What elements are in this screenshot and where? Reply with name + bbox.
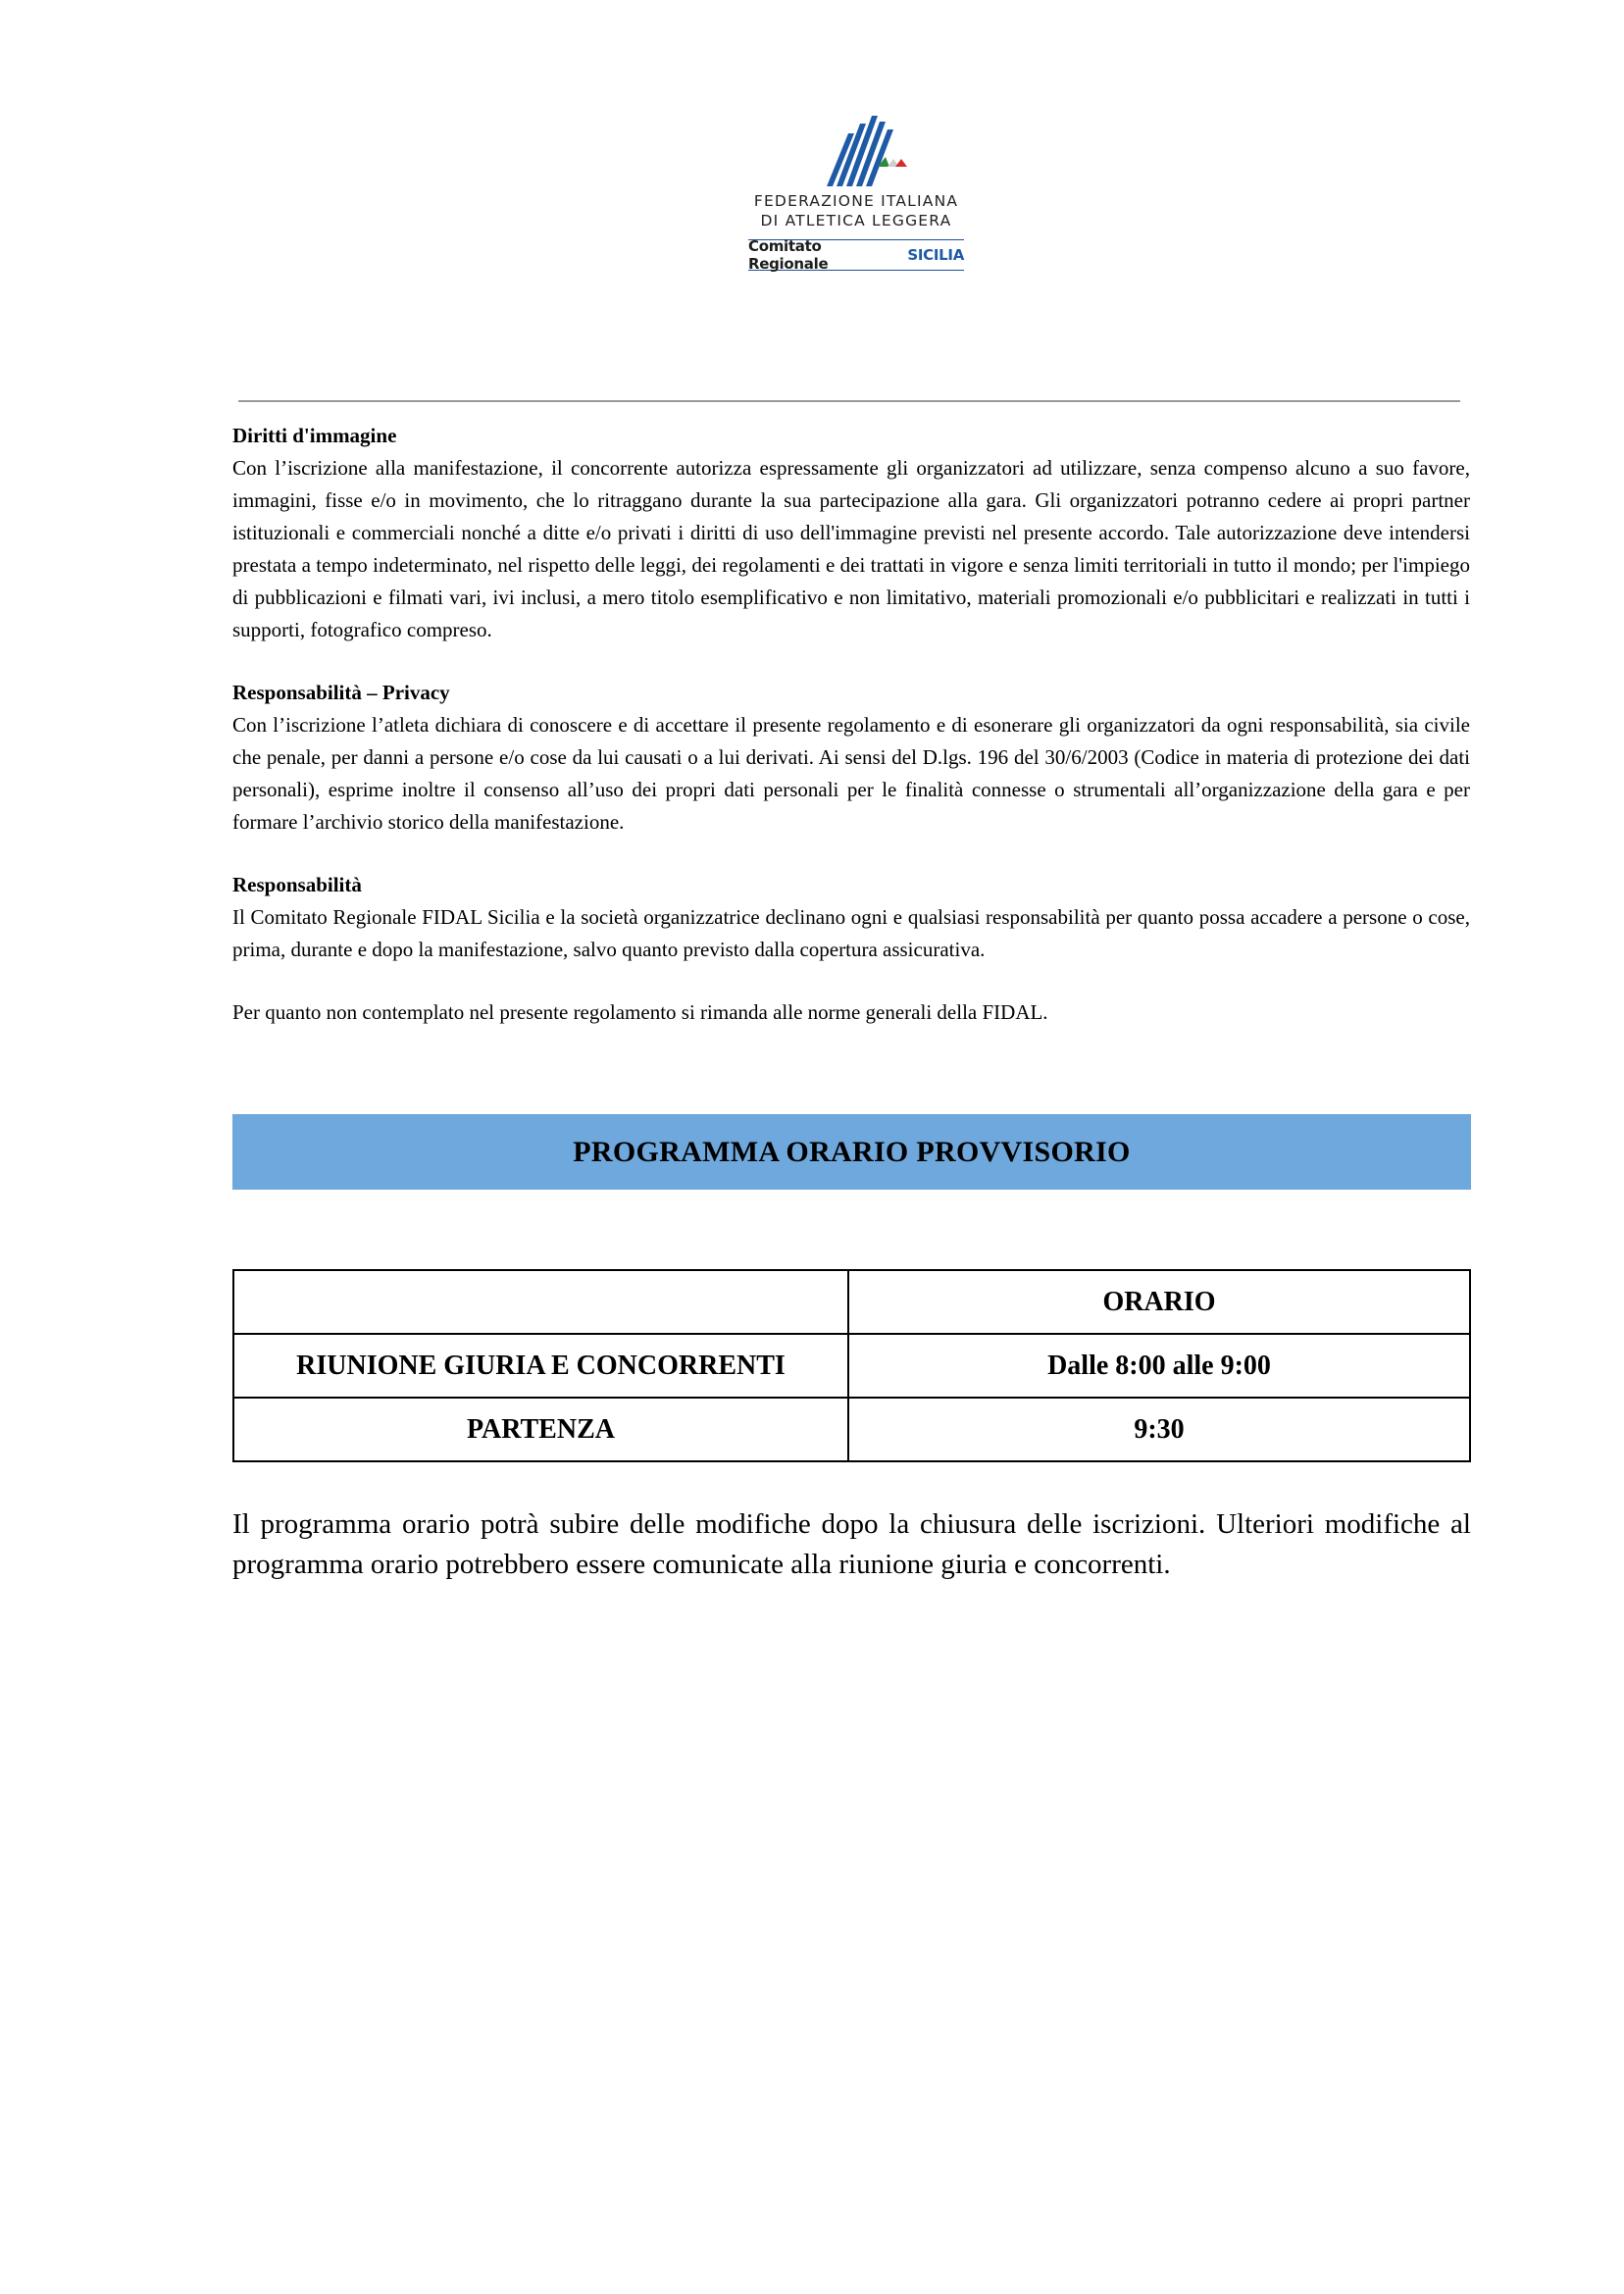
section-text: Con l’iscrizione alla manifestazione, il concorrente autorizza espressamente gli organizzatori ad utilizzare, senza compenso alcuno a suo favore, immagini, fisse e/o in movimento, che lo ritraggano durante la sua partecipazione alla gara. Gli organizzatori potranno cedere ai propri partner istituzionali e commerciali nonché a ditte e/o privati i diritti di uso dell'immagine previsti nel presente accordo. Tale autorizzazione deve intendersi prestata a tempo indeterminato, nel rispetto delle leggi, dei regolamenti e dei trattati in vigore e senza limiti territoriali in tutto il mondo; per l'impiego di pubblicazioni e filmati vari, ivi inclusi, a mero titolo esemplificativo e non limitativo, materiali promozionali e/o pubblicitari e realizzati in tutti i supporti, fotografico compreso.: [232, 456, 1470, 641]
schedule-table: [232, 1269, 1471, 1462]
section-image-rights: [232, 420, 1470, 646]
table-row: [233, 1334, 1470, 1398]
table-cell-time: 9:30: [848, 1398, 1470, 1461]
section-liability: [232, 869, 1470, 966]
section-text: Con l’iscrizione l’atleta dichiara di conoscere e di accettare il presente regolamento e di esonerare gli organizzatori da ogni responsabilità, sia civile che penale, per danni a persone e/o cose da lui causati o a lui derivati. Ai sensi del D.lgs. 196 del 30/6/2003 (Codice in materia di protezione dei dati personali), esprime inoltre il consenso all’uso dei propri dati personali per le finalità connesse o strumentali all’organizzazione della gara e per formare l’archivio storico della manifestazione.: [232, 713, 1470, 834]
section-heading: Diritti d'immagine: [232, 424, 397, 447]
section-heading: Responsabilità: [232, 873, 362, 896]
closing-line: Per quanto non contemplato nel presente regolamento si rimanda alle norme generali della FIDAL.: [232, 1000, 1048, 1024]
section-privacy: [232, 677, 1470, 839]
table-cell-event: PARTENZA: [233, 1398, 848, 1461]
schedule-note: Il programma orario potrà subire delle modifiche dopo la chiusura delle iscrizioni. Ulteriori modifiche al programma orario potrebbero essere comunicate alla riunione giuria e concorrenti.: [232, 1508, 1471, 1580]
logo-subtitle-committee: Comitato Regionale: [748, 237, 829, 273]
fidal-emblem-icon: [809, 110, 907, 188]
schedule-banner: [232, 1114, 1471, 1190]
table-header-cell: [233, 1270, 848, 1334]
section-closing: [232, 996, 1470, 1029]
table-header-cell: ORARIO: [848, 1270, 1470, 1334]
table-cell-time: Dalle 8:00 alle 9:00: [848, 1334, 1470, 1398]
table-header-row: [233, 1270, 1470, 1334]
logo-line-2: DI ATLETICA LEGGERA: [760, 212, 952, 229]
header-divider: [238, 400, 1460, 402]
logo-line-1: FEDERAZIONE ITALIANA: [753, 192, 959, 210]
section-text: Il Comitato Regionale FIDAL Sicilia e la società organizzatrice declinano ogni e qualsiasi responsabilità per quanto possa accadere a persone o cose, prima, durante e dopo la manifestazione, salvo quanto previsto dalla copertura assicurativa.: [232, 905, 1470, 961]
schedule-banner-title: PROGRAMMA ORARIO PROVVISORIO: [573, 1135, 1131, 1168]
table-row: [233, 1398, 1470, 1461]
table-cell-event: RIUNIONE GIURIA E CONCORRENTI: [233, 1334, 848, 1398]
regulation-body: [232, 420, 1470, 1059]
logo-subtitle-region: SICILIA: [907, 246, 964, 264]
section-heading: Responsabilità – Privacy: [232, 681, 450, 704]
logo-subtitle: [748, 239, 964, 271]
fidal-logo: [748, 110, 964, 281]
